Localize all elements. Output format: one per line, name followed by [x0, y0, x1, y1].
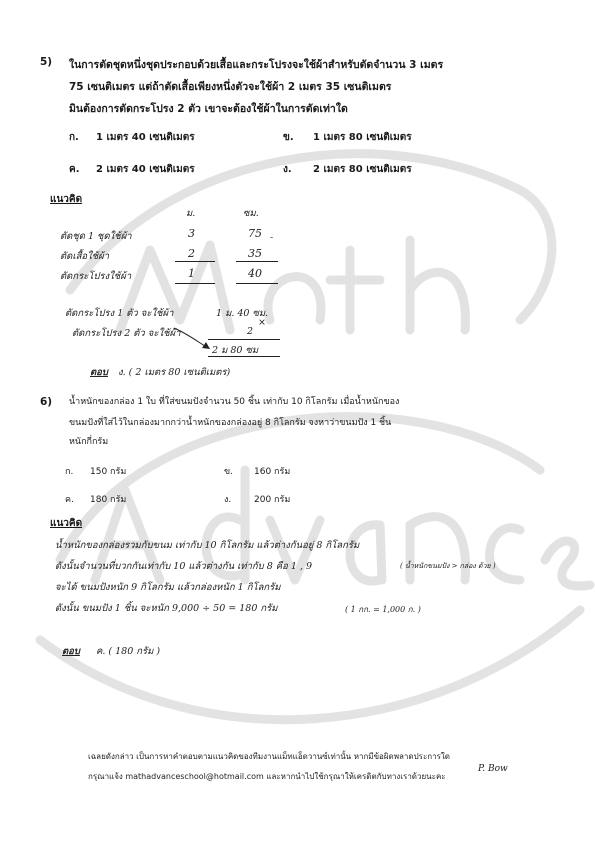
q5-calc1-label: ตัดกระโปรง 1 ตัว จะใช้ผ้า	[65, 308, 174, 319]
q5-col-m: ม.	[186, 208, 196, 219]
q5-table-underline-m	[175, 283, 215, 284]
q5-row1-label: ตัดชุด 1 ชุดใช้ผ้า	[60, 231, 132, 242]
q5-line1: ในการตัดชุดหนึ่งชุดประกอบด้วยเสื้อและกระโปรงจะใช้ผ้าสำหรับตัดจำนวน 3 เมตร	[69, 59, 444, 71]
q5-option-a-text: 1 เมตร 40 เซนติเมตร	[96, 132, 195, 143]
q6-work-line1: น้ำหนักของกล่องรวมกับขนม เท่ากับ 10 กิโลกรัม แล้วต่างกันอยู่ 8 กิโลกรัม	[55, 540, 360, 551]
q6-option-a-label: ก.	[65, 467, 74, 477]
q6-option-d-label: ง.	[224, 495, 232, 505]
q5-line2: 75 เซนติเมตร แต่ถ้าตัดเสื้อเพียงหนึ่งตัวจะใช้ผ้า 2 เมตร 35 เซนติเมตร	[69, 81, 392, 93]
q5-option-c-text: 2 เมตร 40 เซนติเมตร	[96, 164, 195, 175]
q6-option-c-label: ค.	[65, 495, 74, 505]
q5-minus-sign: -	[270, 232, 274, 243]
q5-row3-cm: 40	[248, 267, 262, 280]
q6-work-line4: ดังนั้น ขนมปัง 1 ชิ้น จะหนัก 9,000 ÷ 50 = 180 กรัม	[55, 603, 278, 614]
q5-method-heading: แนวคิด	[50, 194, 83, 205]
q6-line1: น้ำหนักของกล่อง 1 ใบ ที่ใส่ขนมปังจำนวน 50 ชิ้น เท่ากับ 10 กิโลกรัม เมื่อน้ำหนักของ	[69, 397, 400, 407]
q5-option-c-label: ค.	[69, 164, 80, 175]
q5-calc2-multiplier: 2	[247, 326, 254, 337]
q6-option-d-text: 200 กรัม	[254, 495, 291, 505]
q5-answer-label: ตอบ	[90, 367, 108, 378]
q6-number: 6)	[40, 396, 53, 408]
q5-option-d-label: ง.	[283, 164, 292, 175]
arrow-icon	[170, 324, 216, 354]
q5-row2-m: 2	[188, 247, 195, 260]
footer-line1: เฉลยดังกล่าว เป็นการหาคำตอบตามแนวคิดของทีมงานแม็ทแอ็ดวานซ์เท่านั้น หากมีข้อผิดพลาดประการใด	[88, 752, 450, 761]
q5-row2-label: ตัดเสื้อใช้ผ้า	[60, 251, 110, 262]
q6-option-b-label: ข.	[224, 467, 234, 477]
q5-calc2-label: ตัดกระโปรง 2 ตัว จะใช้ผ้า	[72, 328, 181, 339]
q5-row1-cm: 75	[248, 227, 262, 240]
q5-calc1-value: 1 ม. 40 ซม.	[216, 308, 269, 319]
q5-row1-m: 3	[188, 227, 195, 240]
q6-line3: หนักกี่กรัม	[69, 437, 109, 447]
q6-line2: ขนมปังที่ใส่ไว้ในกล่องมากกว่าน้ำหนักของกล่องอยู่ 8 กิโลกรัม จงหาว่าขนมปัง 1 ชิ้น	[69, 418, 392, 428]
q5-answer-text: ง. ( 2 เมตร 80 เซนติเมตร)	[118, 367, 231, 378]
q5-table-line-m	[175, 261, 215, 262]
q5-table-underline-cm	[236, 283, 278, 284]
q6-work-note4: ( 1 กก. = 1,000 ก. )	[345, 605, 421, 614]
q5-option-b-label: ข.	[283, 132, 294, 143]
q5-times-sign: ×	[258, 317, 266, 328]
q5-option-a-label: ก.	[69, 132, 79, 143]
q5-option-d-text: 2 เมตร 80 เซนติเมตร	[313, 164, 412, 175]
q5-number: 5)	[40, 56, 53, 68]
q6-work-line3: จะได้ ขนมปังหนัก 9 กิโลกรัม แล้วกล่องหนัก 1 กิโลกรัม	[55, 582, 281, 593]
q5-row3-m: 1	[188, 267, 195, 280]
q5-calc-line	[208, 339, 280, 340]
q5-line3: มินต้องการตัดกระโปรง 2 ตัว เขาจะต้องใช้ผ้าในการตัดเท่าใด	[69, 103, 348, 115]
q5-col-cm: ซม.	[243, 208, 259, 219]
q6-answer-label: ตอบ	[62, 646, 80, 657]
q5-option-b-text: 1 เมตร 80 เซนติเมตร	[313, 132, 412, 143]
q5-result-underline	[208, 356, 280, 357]
q6-option-b-text: 160 กรัม	[254, 467, 291, 477]
footer-line2: กรุณาแจ้ง mathadvanceschool@hotmail.com และหากนำไปใช้กรุณาให้เครดิตกับทางเราด้วยนะคะ	[88, 772, 446, 781]
q5-calc2-result: 2 ม 80 ซม	[212, 345, 259, 356]
q5-row2-cm: 35	[248, 247, 262, 260]
q6-work-line2: ดังนั้นจำนวนที่บวกกันเท่ากับ 10 แล้วต่างกัน เท่ากับ 8 คือ 1 , 9	[55, 561, 313, 572]
q6-work-note2: ( น้ำหนักขนมปัง > กล่อง ด้วย )	[400, 562, 496, 570]
q6-answer-text: ค. ( 180 กรัม )	[96, 646, 161, 657]
q5-table-line-cm	[236, 261, 278, 262]
q6-option-c-text: 180 กรัม	[90, 495, 127, 505]
q6-option-a-text: 150 กรัม	[90, 467, 127, 477]
footer-signature: P. Bow	[478, 764, 508, 774]
q5-row3-label: ตัดกระโปรงใช้ผ้า	[60, 271, 132, 282]
q6-method-heading: แนวคิด	[50, 518, 83, 529]
